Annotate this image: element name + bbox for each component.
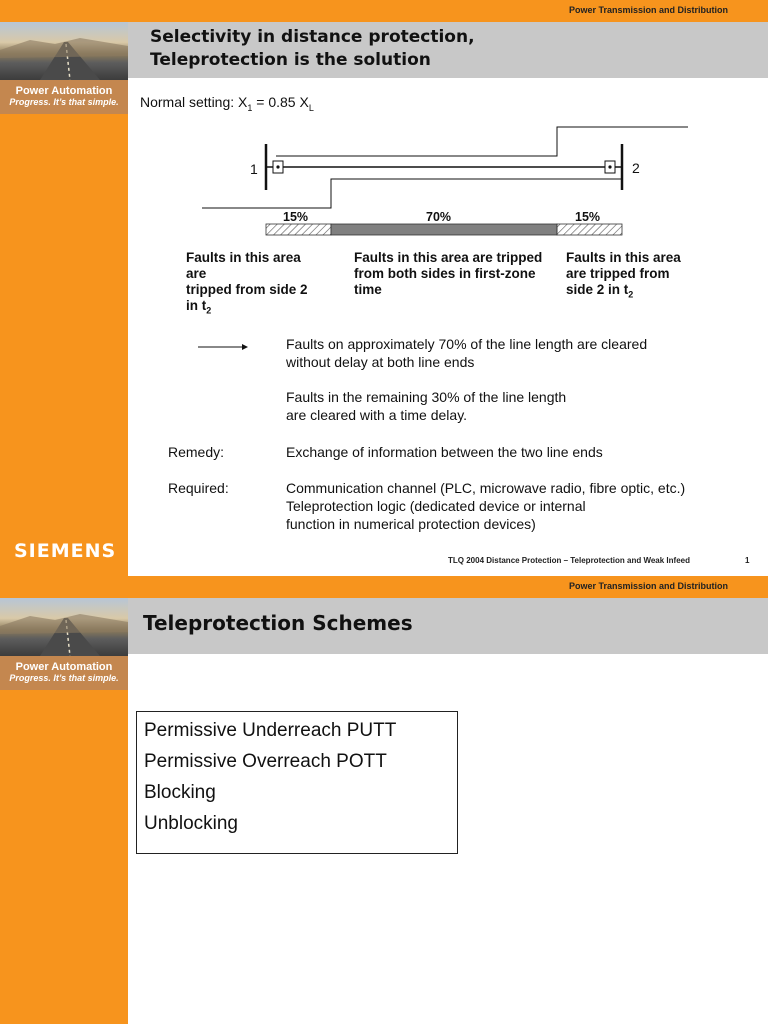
brand-name: Power Automation: [15, 85, 113, 97]
brand-box-2: [0, 656, 128, 690]
result-text-1: [286, 335, 647, 371]
result-2-line2: are cleared with a time delay.: [286, 407, 468, 423]
pct-left: 15%: [283, 210, 309, 224]
slide-title: [150, 26, 475, 72]
siemens-logo: SIEMENS: [14, 540, 117, 562]
pct-middle: 70%: [426, 210, 452, 224]
scheme-item: Unblocking: [144, 813, 238, 834]
brand-slogan-2: Progress. It’s that simple.: [9, 673, 119, 683]
scheme-item: Permissive Overreach POTT: [144, 751, 387, 772]
header-division-label-2: Power Transmission and Distribution: [568, 581, 728, 591]
required-line3: function in numerical protection devices): [286, 516, 536, 532]
page-number: 1: [745, 556, 750, 565]
header-bar-2: [0, 576, 768, 598]
road-photo-graphic: [0, 22, 128, 80]
result-text-2: [286, 388, 566, 424]
area-middle-line2: from both sides in first-zone: [354, 266, 536, 281]
required-label: Required:: [168, 480, 229, 496]
brand-box: [0, 80, 128, 114]
area-left-line4: in $t_2$: [186, 298, 212, 316]
result-1-line1: Faults on approximately 70% of the line length are cleared: [286, 336, 648, 352]
normal-setting-equation: = 0.85 X: [252, 94, 309, 110]
subscript-L: L: [308, 102, 314, 113]
area-middle-label: [354, 250, 569, 298]
header-division-label: Power Transmission and Distribution: [568, 5, 728, 15]
segment-right-15: [557, 224, 622, 235]
area-right-line1: Faults in this area: [566, 250, 681, 265]
area-middle-line3: time: [354, 282, 382, 297]
road-photo: [0, 22, 128, 80]
slide-title-line2: Teleprotection is the solution: [150, 50, 431, 70]
brand-name-2: Power Automation: [15, 661, 113, 673]
area-left-line2: are: [186, 266, 207, 281]
schemes-list: [144, 715, 396, 839]
required-line2: Teleprotection logic (dedicated device or internal: [286, 498, 586, 514]
schemes-box: [136, 711, 458, 854]
footer-text: TLQ 2004 Distance Protection – Teleprotection and Weak Infeed: [448, 556, 690, 565]
area-left-line1: Faults in this area: [186, 250, 301, 265]
area-right-line3: side 2 in $t_2$: [566, 282, 634, 300]
brand-slogan: Progress. It’s that simple.: [9, 97, 119, 107]
result-1-line2: without delay at both line ends: [286, 354, 475, 370]
normal-setting: [140, 93, 314, 117]
title-bar: [128, 22, 768, 78]
remedy-text: Exchange of information between the two line ends: [286, 444, 603, 460]
normal-setting-text: Normal setting: X: [140, 94, 248, 110]
area-left-line3: tripped from side 2: [186, 282, 308, 297]
area-right-label: [566, 250, 706, 303]
slide-title-2: Teleprotection Schemes: [143, 611, 413, 635]
result-2-line1: Faults in the remaining 30% of the line length: [286, 389, 567, 405]
area-left-label: [186, 250, 346, 319]
bus-label-1: 1: [250, 161, 258, 177]
road-photo-2: [0, 598, 128, 656]
header-bar: [0, 0, 768, 22]
pct-right: 15%: [575, 210, 601, 224]
area-middle-line1: Faults in this area are tripped: [354, 250, 543, 265]
bus-label-2: 2: [632, 160, 640, 176]
zone-step-side2: [276, 127, 688, 156]
segment-left-15: [266, 224, 331, 235]
slide-title-line1: Selectivity in distance protection,: [150, 27, 475, 47]
subscript-1: 1: [247, 102, 253, 113]
scheme-item: Permissive Underreach PUTT: [144, 720, 397, 741]
required-text: [286, 479, 685, 533]
road-photo-graphic-2: [0, 598, 128, 656]
title-bar-2: [128, 598, 768, 654]
required-line1: Communication channel (PLC, microwave radio, fibre optic, etc.): [286, 480, 686, 496]
scheme-item: Blocking: [144, 782, 216, 803]
arrow-icon: [198, 341, 250, 353]
segment-middle-70: [331, 224, 557, 235]
area-right-line2: are tripped from: [566, 266, 670, 281]
remedy-label: Remedy:: [168, 444, 225, 460]
